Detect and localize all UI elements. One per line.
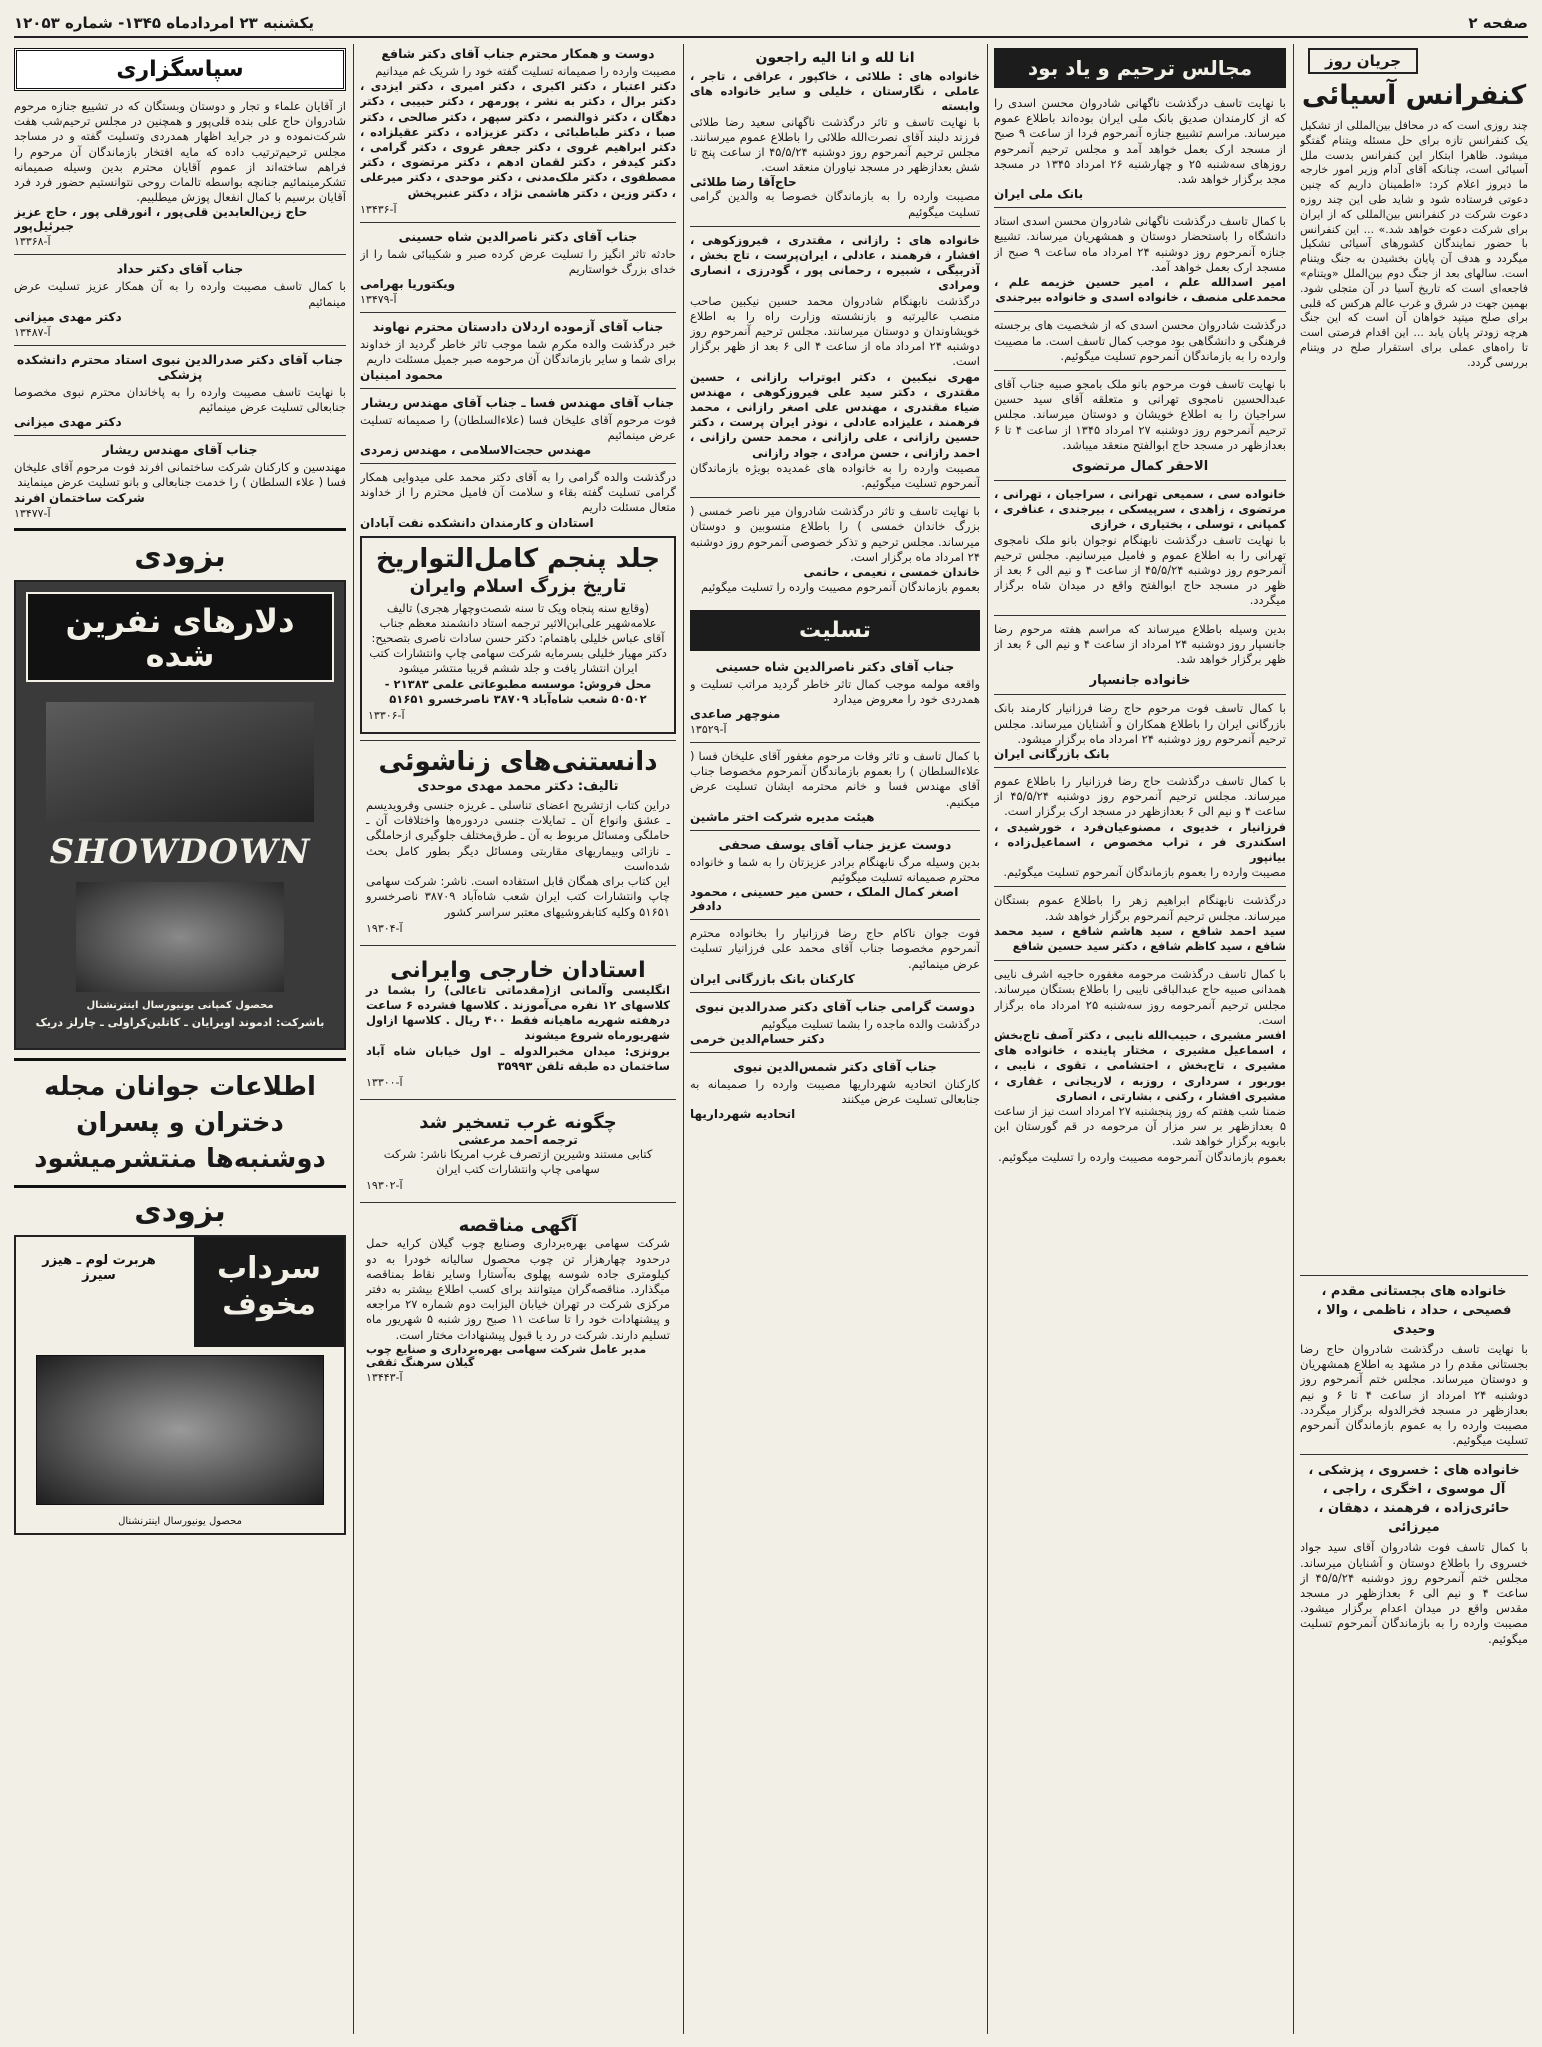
verse: انا لله و انا الیه راجعون [755,50,915,66]
poster-portrait [36,1355,324,1505]
condolence-text: واقعه مولمه موجب کمال تاثر خاطر گردید مراتب تسلیت و همدردی خود را معروض میدارد [690,676,980,706]
coming-soon-label: بزودی [134,1193,226,1229]
ad-ref: آ-۱۳۴۷۷ [14,506,51,520]
condolence-text: بدین وسیله مرگ نابهنگام برادر عزیزتان را به شما و خانواده محترم صمیمانه تسلیت میگوئیم [690,854,980,884]
condolence-text: مصیبت وارده را صمیمانه تسلیت گفته خود را شریک غم میدانیم [375,64,676,78]
divider [14,1058,346,1061]
obituary-signature: بانک بازرگانی ایران [994,746,1110,761]
condolence-heading: جناب آقای دکتر ناصرالدین شاه حسینی [398,228,638,244]
film-cast: هربرت لوم ـ هیزر سیرز [42,1252,156,1283]
condolence-signature: ویکتوریا بهرامی [360,277,456,292]
families-list: خاندان خمسی ، نعیمی ، حاتمی [803,565,980,580]
divider [994,767,1286,768]
school-ad [360,952,676,1100]
ad-ref: آ-۱۳۵۲۹ [690,722,727,736]
signatories-list: دکتر اعتبار ، دکتر اکبری ، دکتر امیری ، دکتر ایزدی ، دکتر برال ، دکتر به نشر ، پورمهر ، دکتر حبیبی ، دکتر دهگان ، دکتر ذوالنصر ، دکتر سپهر ، دکتر صالحی ، دکتر صبا ، دکتر طباطبائی ، دکتر عزیزاده ، دکتر عقیلزاده ، دکتر ابراهیم غروی ، دکتر جعفر غروی ، دکتر گرامی ، دکتر کیدفر ، دکتر لقمان ادهم ، دکتر مرتضوی ، دکتر مصطفوی ، دکتر ملک‌مدنی ، دکتر موحدی ، دکتر میرعلی ، دکتر وزین ، دکتر هاشمی نژاد ، دکتر عنبرپخش [360,79,676,200]
divider [360,312,676,313]
families-list: سید احمد شافع ، سید هاشم شافع ، سید محمد شافع ، سید کاظم شافع ، دکتر سید حسین شافع [994,923,1286,953]
obituary-text: با کمال تاسف درگذشت مرحومه مغفوره حاجیه اشرف نایبی همدانی صبیه حاج عبدالباقی نایبی را باطلاع بستگان میرساند. مجلس ترحیم آنمرحومه روز سه‌شنبه ۲۵ امرداد ماه برگزار است. [994,967,1286,1027]
divider [360,222,676,223]
column-condolences [690,44,980,2034]
tender-signature: مدیر عامل شرکت سهامی بهره‌برداری و صنایع چوب گیلان سرهنگ ثقفی [366,1342,647,1369]
column-rule [987,44,988,2034]
divider [690,919,980,920]
book-ad [360,740,676,946]
obituary-signature: بانک ملی ایران [994,187,1084,202]
obituary-text: با نهایت تاسف درگذشت ناگهانی شادروان محسن اسدی را که از کارمندان صدیق بانک ملی ایران بوده‌اند باطلاع عموم میرساند. مراسم تشییع جنازه آنمرحوم فردا از ساعت ۹ صبح از مسجد ارک بعمل خواهد آمد و مجلس ترحیم آنمرحوم روزهای سه‌شنبه ۲۵ و چهارشنبه ۲۶ امرداد ۱۳۴۵ در مسجد مجد برگزار خواهد شد. [994,96,1286,187]
tender-title: آگهی مناقصه [458,1215,578,1237]
obituary-text: با نهایت تاسف فوت مرحوم بانو ملک بامجو صبیه جناب آقای عبدالحسین نامجوی تهرانی و متعلقه آقای سید حسین سراجیان را به اطلاع خویشان و دوستان میرساند. مجلس ترحیم آنمرحوم روز دوشنبه ۲۷ امرداد ۱۳۴۵ از ساعت ۴ تا ۶ بعدازظهر در مسجد حاج ابوالفتح منعقد میباشد. [994,377,1286,452]
obituary-text: با کمال تاسف‌ درگذشت حاج رضا فرزانیار را باطلاع عموم میرساند. مجلس ترحیم آنمرحوم روز دوشنبه ۴۵/۵/۲۴ از ساعت ۴ و نیم الی ۶ بعدازظهر در مسجد ارک برگزار است. [994,773,1286,819]
film-title-en: SHOWDOWN [49,831,311,872]
condolence-signature: مهندس حجت‌الاسلامی ، مهندس زمردی [360,443,592,458]
obituary-signature: حاج‌آقا رضا طلائی [690,175,797,190]
condolence-text: فوت جوان ناکام حاج رضا فرزانیار را بخانواده محترم آنمرحوم مخصوصا جناب آقای محمد علی فرزانیار تسلیت عرض مینمائیم. [690,926,980,971]
obituary-signature: خانواده جانسپار [1089,673,1191,689]
families-list: خانواده های : رازانی ، مقتدری ، فیروزکوهی ، افشار ، فرهمند ، عادلی ، ایران‌پرست ، تاج بخش ، آذربیگی ، شبیره ، رحمانی پور ، گودرزی ، انصاری ومرادی [690,232,980,293]
condolence-text: خبر درگذشت والده مکرم شما موجب تاثر خاطر گردید از خداوند برای شما و سایر بازماندگان آن مرحومه صبر جمیل مسئلت داریم [360,337,676,367]
condolence-signature: منوچهر صاعدی [690,706,781,721]
film-studio: محصول کمپانی یونیورسال اینترنشنال [86,999,274,1011]
condolence-heading: دوست و همکار محترم جناب آقای دکتر شافع [381,46,655,61]
condolence-text: حادثه تاثر انگیز را تسلیت عرض کرده صبر و شکیبائی شما را از خدای بزرگ خواستاریم [360,246,676,277]
condolence-text: مهندسین و کارکنان شرکت ساختمانی افرند فوت مرحوم آقای علیخان فسا ( علاء السلطان ) را خدمت جنابعالی و بانو تسلیت عرض مینمایند [14,460,346,490]
divider [14,254,346,255]
book-title: جلد پنجم کامل‌التواریخ [375,543,661,574]
condolence-signature: دکتر مهدی میزانی [14,309,122,324]
divider [14,528,346,531]
notice-body: با نهایت تاسف درگذشت شادروان حاج رضا بجستانی مقدم را در مشهد به اطلاع همشهریان و دوستان میرساند. مجلس ختم آنمرحوم روز دوشنبه ۲۴ امرداد از ساعت ۴ تا ۶ و نیم بعدازظهر در مسجد فخرالدوله برگزار میگردد. مصیبت وارده را به عموم بازماندگان آنمرحوم تسلیت میگوئیم. [1300,1342,1528,1448]
thanks-signature: حاج زین‌العابدین قلی‌پور ، انورقلی پور ، حاج عزیز جبرئیل‌پور [14,205,308,234]
condolence-signature: دکتر مهدی میزانی [14,415,122,430]
editorial-body: چند روزی است که در محافل بین‌المللی از تشکیل یک کنفرانس تازه برای حل مسئله ویتنام گفتگو میشود. ظاهرا ابتکار این کنفرانس بدست ملل آسیائی است، چنانکه آقای آدام وزیر امور خارجه ما دیروز اعلام کرد: «اطمینان داریم که چنین دعوتی فرستاده شود و شاید طی این چند روزه دعوت شرکت در کنفرانس بین‌المللی که از ایران برای شرکت دعوت خواهد شد.» ... این کنفرانس با حضور نمایندگان کشورهای آسیائی تشکیل میگردد و هدف آن پایان بخشیدن به جنگ ویتنام است. سالهای بعد از جنگ دوم بین‌الملل «ویتنام» فاجعه‌ای است که تاریخ آسیا در آن متجلی شود. بهمین جهت در شرق و غرب عالم هرکس که قلبی برای صلح میتپد خواهان آن است که این جنگ هرچه زودتر پایان یابد ... این اقدام فرصتی است تا راه‌های عملی برای استقرار صلح در ویتنام بررسی گردد. [1300,119,1528,369]
obituary-text: بعموم بازماندگان آنمرحومه مصیبت وارده را تسلیت میگوئیم. [998,1149,1286,1164]
film-poster-sardab [14,1235,346,1535]
column-rule [353,44,354,2034]
divider [14,345,346,346]
families-list: خانواده های : طلائی ، خاکپور ، عراقی ، تاجر ، عاملی ، نگارستان ، خلیلی و سایر خانواده های وابسته [690,69,980,114]
ad-ref: آ-۱۳۳۶۸ [14,235,51,249]
obituary-text: با کمال تاسف درگذشت ناگهانی شادروان محسن اسدی استاد دانشگاه را باستحضار دوستان و همشهریان میرساند. تشییع جنازه آنمرحوم روز دوشنبه ۲۴ امرداد ماه ساعت ۹ صبح از مسجد ارک بعمل خواهد آمد. [994,214,1286,274]
divider [994,480,1286,481]
school-title: استادان خارجی وایرانی [390,957,646,983]
ad-ref: آ-۱۳۳۰۶ [368,709,405,723]
divider [994,370,1286,371]
condolence-heading: جناب آقای مهندس ریشار [102,442,258,458]
obituary-text: با کمال تاسف فوت مرحوم حاج رضا فرزانیار کارمند بانک بازرگانی ایران را باطلاع همکاران و آشنایان میرساند. مجلس ترحیم آنمرحوم روز دوشنبه ۲۴ امرداد ماه برگزار میشود. [994,701,1286,746]
divider [14,1185,346,1188]
column-left [14,44,346,2034]
condolence-text: با کمال تاسف مصیبت وارده را به آن همکار عزیز تسلیت عرض مینمائیم [14,279,346,309]
ad-ref: آ-۱۳۴۳۶ [360,202,397,216]
ad-ref: آ-۱۹۳۰۲ [366,1179,403,1193]
condolence-text: با نهایت تاسف مصیبت وارده را به پاخاندان محترم نبوی مخصوصا جنابعالی تسلیت عرض مینمائیم [14,384,346,415]
film-title-fa: سرداب مخوف [217,1250,321,1322]
school-address: برونزی: میدان مخبرالدوله ـ اول خیابان شاه آباد ساختمان ده طبقه تلفن ۳۵۹۹۳ [366,1043,670,1073]
condolence-text: درگذشت والده ماجده را بشما تسلیت میگوئیم [761,1016,980,1031]
divider [14,435,346,436]
condolence-heading: دوست عزیز جناب آقای یوسف صحفی [718,836,952,852]
film-cast: باشرکت: ادموند اوبرایان ـ کاتلین‌کراولی ـ چارلز دریک [35,1015,325,1029]
columns-grid [14,44,1528,2034]
book-details: دراین کتاب ازتشریح اعضای تناسلی ـ غریزه جنسی وفرویدیسم ـ عشق وانواع آن ـ تمایلات جنسی دردوره‌ها واختلافات آن ـ حاملگی ومسائل مربوط به آن ـ طرق‌مختلف جلوگیری ازحاملگی ـ نازائی وبیماریهای مقاربتی ومسائل دیگر بطور کامل بحث شده‌است [366,798,670,873]
condolence-heading: دوست گرامی جناب آقای دکتر صدرالدین نبوی [695,998,975,1014]
condolence-signature: دکتر حسام‌الدین خرمی [690,1031,825,1046]
column-rule [683,44,684,2034]
condolence-text: کارکنان اتحادیه شهرداریها مصیبت وارده را صمیمانه به جنابعالی تسلیت عرض میکنند [690,1076,980,1107]
memorials-banner: مجالس ترحیم و یاد بود [994,48,1286,88]
magazine-notice: اطلاعات جوانان مجله دختران و پسران دوشنبه‌ها منتشرمیشود [34,1071,326,1174]
obituary-text: مصیبت وارده را به بازماندگان خصوصا به والدین گرامی تسلیت میگوئیم [690,189,980,219]
divider [360,388,676,389]
book-publisher: این کتاب برای همگان قابل استفاده است. ناشر: شرکت سهامی چاپ وانتشارات کتب ایران شعب شاه‌آباد ۳۸۷۰۹ ناصرخسرو ۵۱۶۵۱ وکلیه کتابفروشیهای معتبر سراسر کشور [366,874,670,919]
notice-heading: خانواده های بجستانی مقدم ، فصیحی ، حداد ، ناظمی ، والا ، وحیدی [1316,1284,1512,1337]
tender-body: شرکت سهامی بهره‌برداری وصنایع چوب گیلان کرایه حمل درحدود چهارهزار تن چوب محصول سالیانه خودرا به دو کیلومتری جاده شوسه پهلوی به‌آستارا وسایر نقاط بمناقصه میگذارد. مناقصه‌گران میتوانند برای کسب اطلاع بیشتر به دفتر مرکزی شرکت در تهران خیابان الیزابت دوم شماره ۲۷ مراجعه و پیشنهادات خود را تا ساعت ۱۱ صبح روز شنبه ۵ شهریور ماه تسلیم دارند. شرکت در رد یا قبول پیشنهادات مختار است. [366,1236,670,1342]
divider [1300,1454,1528,1455]
obituary-text: مصیبت وارده را به خانواده های غمدیده بویژه بازماندگان آنمرحوم تسلیت میگوئیم. [690,460,980,491]
divider [994,886,1286,887]
condolence-heading: جناب آقای آزموده اردلان دادستان محترم نهاوند [372,319,664,335]
condolence-signature: اصغر کمال الملک ، حسن میر حسینی ، محمود دادفر [690,885,959,914]
condolence-heading: جناب آقای دکتر حداد [116,261,244,277]
divider [690,497,980,498]
book-details: (وقایع سنه پنجاه ویک تا سنه شصت‌وچهار هجری) تالیف علامه‌شهیر علی‌ابن‌الاثیر ترجمه استاد دانشمند معظم جناب آقای عباس خلیلی باهتمام: دکتر حسن سادات ناصری بتصحیح: دکتر مهیار خلیلی بسرمایه شرکت سهامی چاپ وانتشارات کتب ایران انتشار یافت و جلد ششم قریبا منتشر میشود [369,600,667,676]
book-ad [360,1106,676,1203]
book-ad [360,536,676,734]
film-studio: محصول یونیورسال اینترنشنال [118,1515,242,1527]
condolence-signature: هیئت مدیره شرکت اختر ماشین [690,809,875,824]
issue-date: یکشنبه ۲۳ امردادماه ۱۳۴۵- شماره ۱۲۰۵۳ [14,14,315,32]
newspaper-page [14,10,1528,2038]
condolence-heading: جناب آقای مهندس فسا ـ جناب آقای مهندس ریشار [361,394,675,410]
notice-body: با کمال تاسف فوت شادروان آقای سید جواد خسروی را باطلاع دوستان و آشنایان میرساند. مجلس ختم آنمرحوم روز دوشنبه ۴۵/۵/۲۴ از ساعت ۴ و نیم الی ۶ بعدازظهر در مسجد مقدس واقع در میدان اعدام برگزار میشود. مصیبت وارده را به بازماندگان آنمرحوم تسلیت میگوئیم. [1300,1540,1528,1646]
book-address: محل فروش: موسسه مطبوعاتی علمی ۲۱۳۸۳ - ۵۰۵۰۲ شعب شاه‌آباد ۳۸۷۰۹ ناصرخسرو ۵۱۶۵۱ [384,676,652,706]
tender-ad [360,1209,676,1393]
divider [994,207,1286,208]
divider [690,226,980,227]
families-list: فرزانیار ، خدیوی ، مصنوعیان‌فرد ، خورشیدی ، اسکندری فر ، تراب مخصوص ، اسماعیل‌زاده ، بیانپور [994,819,1286,864]
families-list: مهری نیکبین ، دکتر ابوتراب رازانی ، حسین مقتدری ، دکتر سید علی فیروزکوهی ، مهندس ضیاء مقتدری ، مهندس علی اصغر رازانی ، محمد فرهمند ، علیزاده عادلی ، نوذر ایران پرست ، دکتر حسین رازانی ، علی رازانی ، محمد حسن رازانی ، احمد رازانی ، حسن مرادی ، جواد رازانی [690,369,980,460]
masthead [14,10,1528,38]
obituary-text: درگذشت نابهنگام ابراهیم زهر را باطلاع عموم بستگان میرساند. مجلس ترحیم آنمرحوم برگزار خواهد شد. [994,893,1286,923]
ad-ref: آ-۱۳۴۴۳ [366,1370,403,1384]
book-author: تالیف: دکتر محمد مهدی موحدی [417,779,619,795]
poster-scene [46,702,314,822]
condolence-heading: جناب آقای دکتر صدرالدین نبوی استاد محترم دانشکده پزشکی [16,351,344,382]
book-subtitle: تاریخ بزرگ اسلام وایران [409,575,627,597]
condolence-signature: محمود امینیان [360,367,443,382]
divider [994,311,1286,312]
book-title: چگونه غرب تسخیر شد [419,1111,617,1133]
column-rule [1293,44,1294,2034]
divider [690,992,980,993]
divider [690,1052,980,1053]
obituary-text: مصیبت وارده را بعموم بازماندگان آنمرحوم تسلیت میگوئیم. [1003,865,1286,880]
divider [1300,1275,1528,1276]
page-number: صفحه ۲ [1468,14,1528,32]
film-title-fa: دلارهای نفرین شده [65,601,295,674]
divider [690,830,980,831]
ad-ref: آ-۱۳۴۸۷ [14,325,51,339]
obituary-text: بعموم بازماندگان آنمرحوم مصیبت وارده را تسلیت میگوئیم [700,580,980,595]
condolence-heading: جناب آقای دکتر شمس‌الدین نبوی [733,1058,937,1074]
obituary-signature: امیر اسدالله علم ، امیر حسین خزیمه علم ، محمدعلی منصف ، خانواده اسدی و خانواده بیرجندی [994,275,1286,305]
condolence-signature: اتحادیه شهرداریها [690,1107,796,1122]
thanks-text: از آقایان علماء و تجار و دوستان وبستگان که در تشییع جنازه مرحوم شادروان حاج علی بنده قلی‌پور و همچنین در مجلس ترحیم‌شب هفت شرکت‌نموده و در جراید اظهار همدردی وتسلیت گفته و در مساجد مجلس ترحیم‌ترتیب داده که مایه افتخار بازماندگان آن مرحوم را فراهم ساخته‌اند از عموم آقایان محترم بدین وسیله صمیمانه تشکرمینمائیم جنانچه بواسطه تالمات روحی نتوانستیم حضور فرد فرد آقایان برسیم با کمال انفعال پوزش میطلبیم. [14,99,346,205]
column-ads [360,44,676,2034]
editorial-title: کنفرانس آسیائی [1301,80,1527,111]
column-memorials [994,44,1286,2034]
condolence-signature: استادان و کارمندان دانشکده نفت آبادان [360,515,594,530]
divider [994,615,1286,616]
families-list: افسر مشیری ، حبیب‌الله نایبی ، دکتر آصف تاج‌بخش ، اسماعیل مشیری ، مختار پاینده ، خانواده های مشیری ، تاج‌بخش ، احتشامی ، تقوی ، نایبی ، بوربور ، سرداری ، روزبه ، لاریجانی ، غفاری ، مشیری افشار ، رکنی ، بشارتی ، انصاری [994,1027,1286,1103]
poster-portrait [76,882,284,992]
coming-soon-label: بزودی [134,538,226,574]
condolence-signature: شرکت ساختمان افرند [14,490,145,505]
school-details: انگلیسی وآلمانی از(مقدماتی تاعالی) را بشما در کلاسهای ۱۲ نفره می‌آموزند . کلاسها فشرده ۶ ساعت درهفته شهریه ماهیانه فقط ۴۰۰ ریال . کلاسها ازاول شهریورماه شروع میشوند [366,982,670,1043]
column-editorial [1300,44,1528,2034]
notice-heading: خانواده های : خسروی ، پزشکی ، آل موسوی ، اخگری ، راجی ، حائری‌زاده ، فرهمند ، دهقان ، میرزائی [1308,1463,1520,1536]
ad-ref: آ-۱۹۳۰۴ [366,921,403,935]
condolence-text: درگذشت والده گرامی را به آقای دکتر محمد علی میدوایی همکار گرامی تسلیت گفته بقاء و سلامت آن فامیل محترم را از خداوند متعال مسئلت داریم [360,470,676,515]
book-author: ترجمه احمد مرعشی [458,1132,578,1147]
condolence-text: با کمال تاسف و تاثر وفات مرحوم مغفور آقای علیخان فسا ( علاءالسلطان ) را بعموم بازماندگان آنمرحوم مخصوصا جناب آقای مهندس فسا و خانم محترمه ایشان تسلیت عرض میکنیم. [690,748,980,809]
obituary-text: درگذشت شادروان محسن اسدی که از شخصیت های برجسته فرهنگی و دانشگاهی بود موجب کمال تاسف است. ما مصیبت وارده را به بازماندگان آنمرحوم تسلیت میگوئیم. [994,318,1286,363]
book-details: کتابی مستند وشیرین ازتصرف غرب امریکا ناشر: شرکت سهامی چاپ وانتشارات کتب ایران [383,1146,653,1177]
divider [690,742,980,743]
divider [994,694,1286,695]
families-list: خانواده سی ، سمیعی تهرانی ، سراجیان ، تهرانی ، مرتضوی ، زاهدی ، سرپیسکی ، بیرجندی ، عنافری ، کمپانی ، توسلی ، بختیاری ، خرازی [994,487,1286,532]
film-poster-showdown [14,580,346,1050]
obituary-text: درگذشت نابهنگام شادروان محمد حسین نیکبین صاحب منصب عالیرتبه و بازنشسته وزارت راه را به اطلاع خویشاوندان و دوستان میرسانند. مجلس ترحیم آنمرحوم روز دوشنبه ۲۴ امرداد ماه از ساعت ۴ الی ۶ بعد از ظهر برگزار است. [690,293,980,369]
ad-ref: آ-۱۳۳۰۰ [366,1075,403,1089]
condolence-text: فوت مرحوم آقای علیخان فسا (علاءالسلطان) را صمیمانه تسلیت عرض مینمائیم [360,412,676,442]
ad-ref: آ-۱۳۴۷۹ [360,293,397,307]
divider [994,960,1286,961]
book-title: دانستنی‌های زناشوئی [378,747,658,778]
obituary-signature: الاحقر کمال مرتضوی [1071,459,1209,475]
divider [360,463,676,464]
condolence-heading: جناب آقای دکتر ناصرالدین شاه حسینی [715,658,955,674]
thanks-banner: سپاسگزاری [14,48,346,91]
obituary-text: بدین وسیله باطلاع میرساند که مراسم هفته مرحوم رضا جانسپار روز دوشنبه ۲۴ امرداد از ساعت ۴ و نیم الی ۶ بعد از ظهر برگزار خواهد شد. [994,621,1286,667]
obituary-text: با نهایت تاسف و تاثر درگذشت شادروان میر ناصر خمسی ( بزرگ خاندان خمسی ) را باطلاع منسوبین و دوستان میرساند. مجلس ترحیم و تذکر خصوصی آنمرحوم روز دوشنبه ۲۴ امرداد ماه برگزار است. [690,504,980,564]
obituary-text: با نهایت تاسف درگذشت نابهنگام نوجوان بانو ملک نامجوی تهرانی را به اطلاع عموم و فامیل میرسانیم. مجلس ترحیم آنمرحوم روز دوشنبه ۴۵/۵/۲۴ از ساعت ۴ و نیم الی ۶ بعد از ظهر در مسجد حاج ابوالفتح واقع در میدان شاه برگزار میگردد. [994,532,1286,608]
obituary-text: ضمنا شب هفتم که روز پنجشنبه ۲۷ امرداد است نیز از ساعت ۵ بعدازظهر بر سر مزار آن مرحومه در قم گورستان ابن بابویه برگزار خواهد شد. [994,1103,1286,1149]
section-tag: جریان روز [1308,48,1418,74]
condolence-banner: تسلیت [690,610,980,651]
obituary-text: با نهایت تاسف و تاثر درگذشت ناگهانی سعید رضا طلائی فرزند دلبند آقای نصرت‌الله طلائی را باطلاع عموم میرسانند. مجلس ترحیم آنمرحوم روز دوشنبه ۴۵/۵/۲۴ از ساعت پنج تا شش بعدازظهر در مسجد نیاوران منعقد است. [690,114,980,175]
condolence-signature: کارکنان بانک بازرگانی ایران [690,971,855,986]
